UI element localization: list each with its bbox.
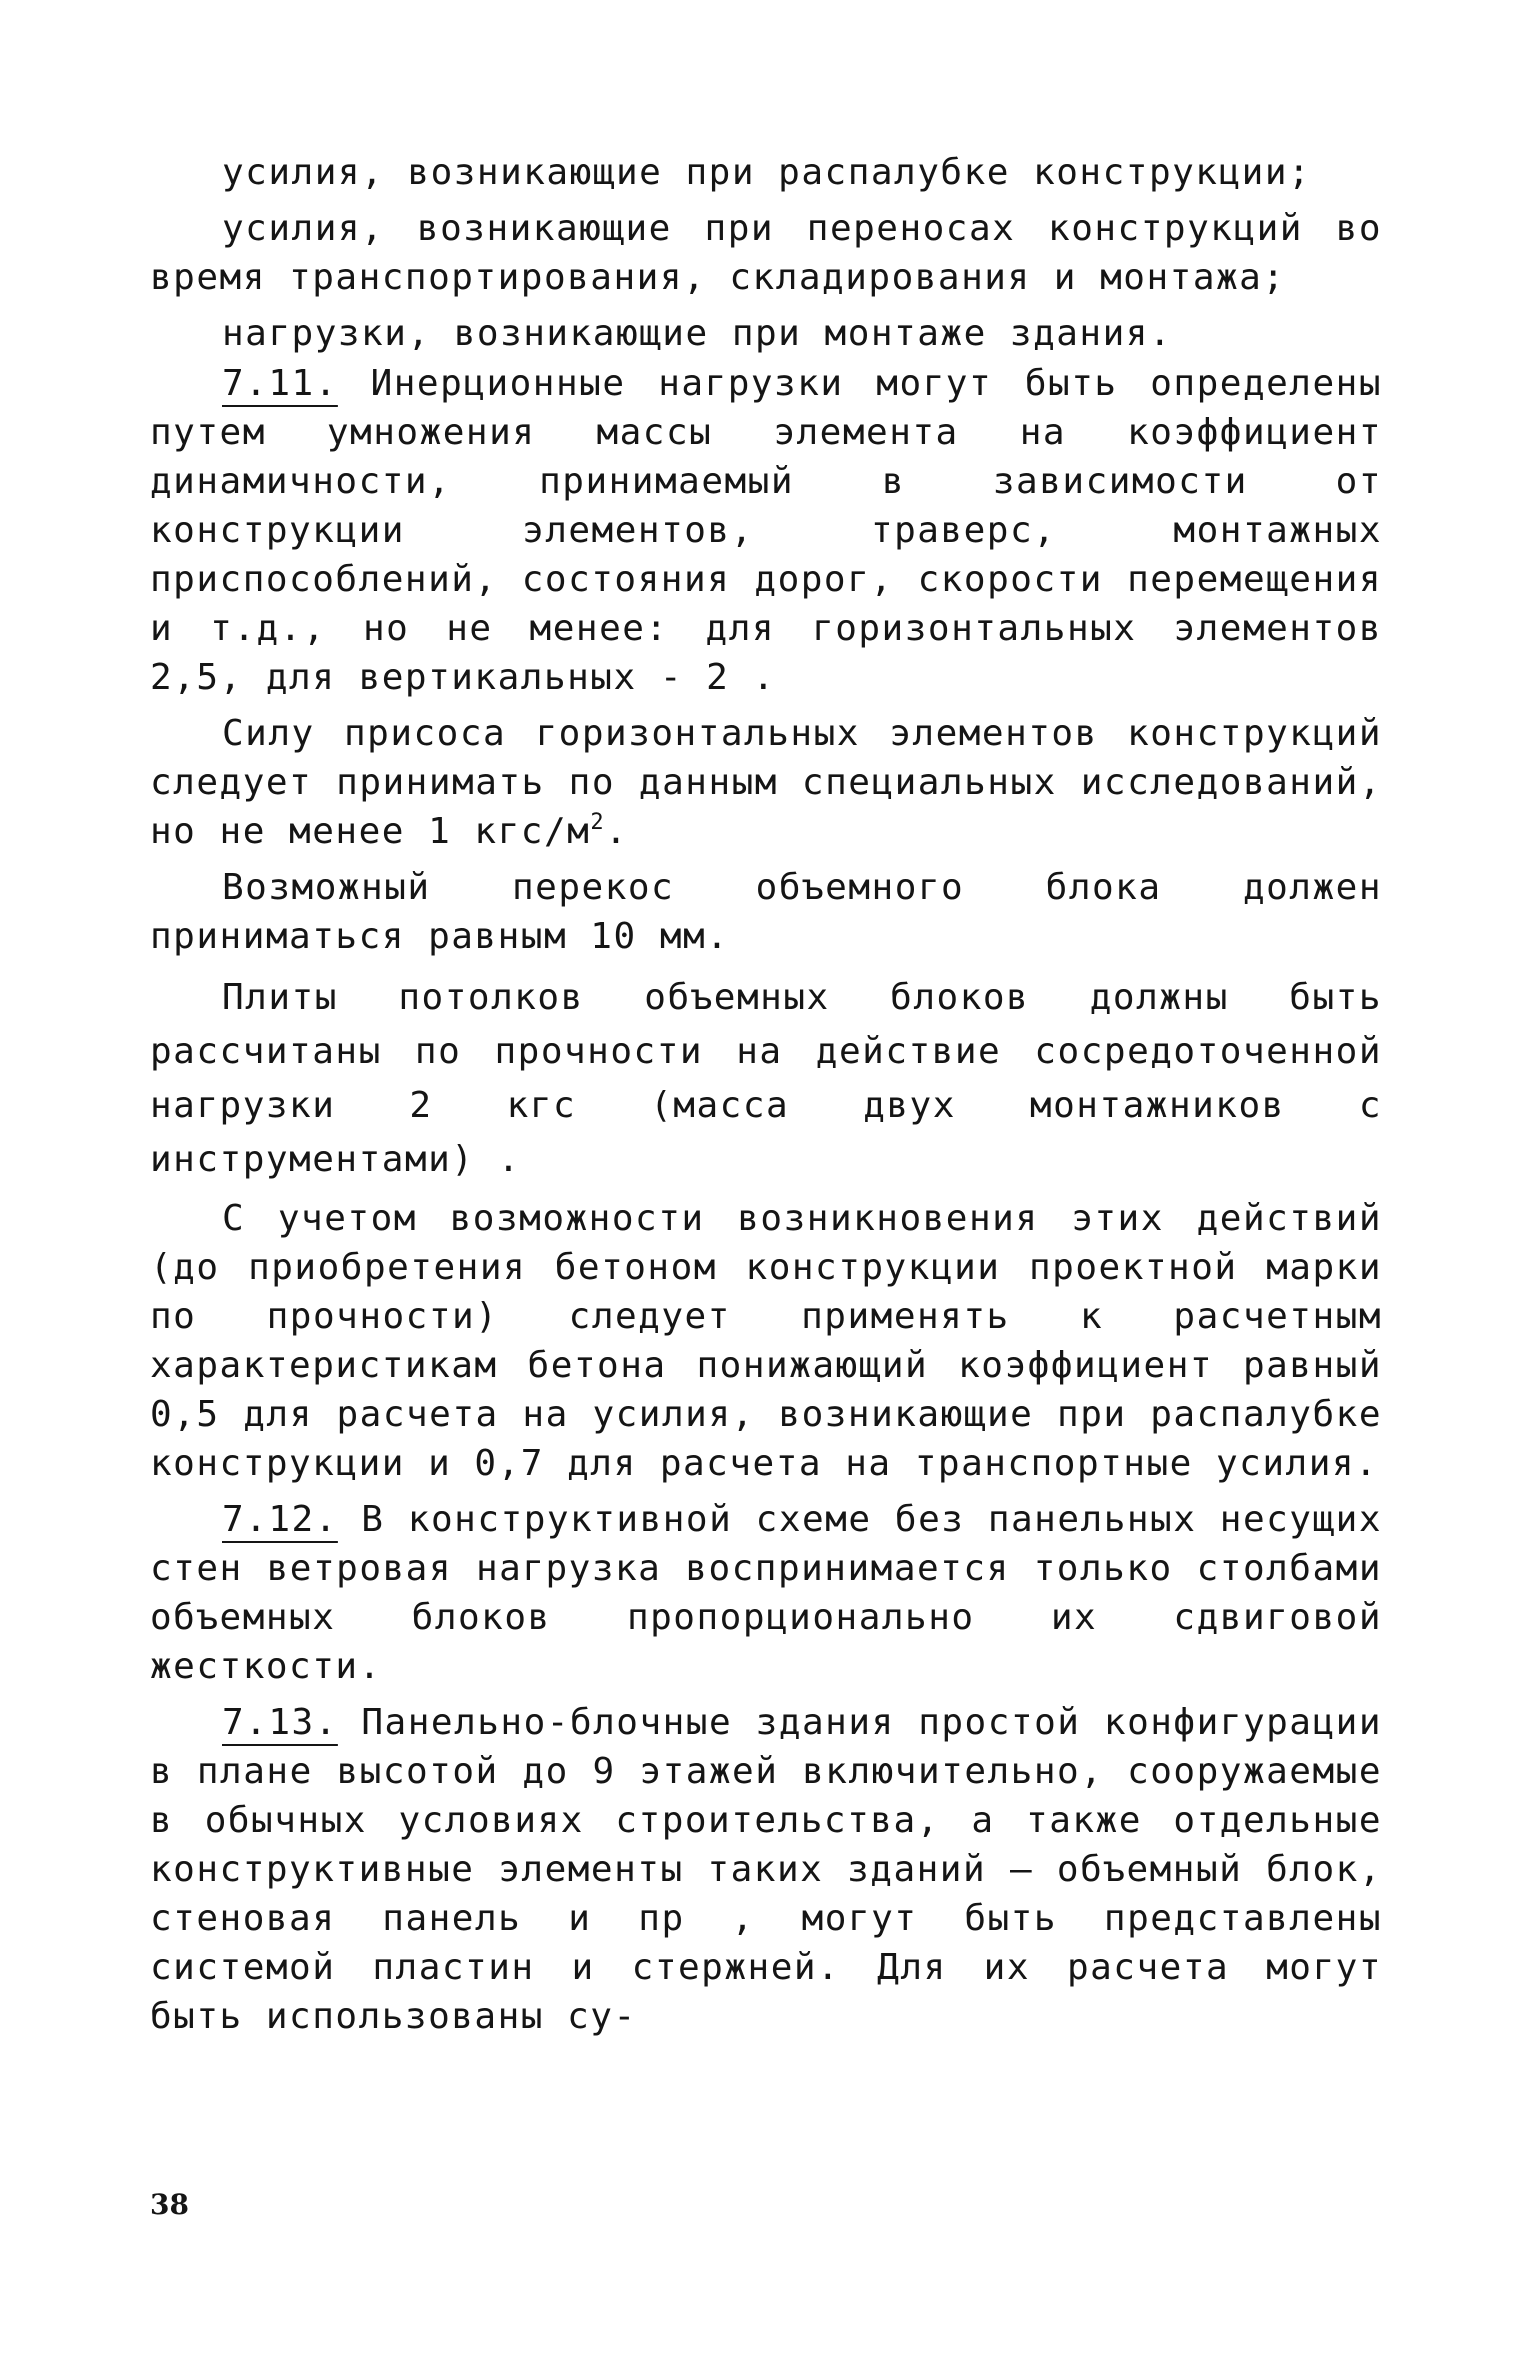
paragraph-reduction-coefficient-text: С учетом возможности возникновения этих действий (до приобретения бетоном конструкции проектной марки по прочности) следует применять к расчетным характеристикам бетона понижающий коэффициент равный 0,5 для расчета на усилия, возникающие при распалубке конструкции и 0,7 для расчета на транспортные усилия. bbox=[150, 1198, 1382, 1484]
paragraph-ceiling-plates bbox=[150, 971, 1382, 1187]
section-7-13 bbox=[150, 1698, 1382, 2041]
paragraph-reduction-coefficient bbox=[150, 1194, 1382, 1488]
paragraph-3 bbox=[150, 309, 1382, 358]
paragraph-block-skew bbox=[150, 863, 1382, 961]
document-page bbox=[150, 148, 1382, 2041]
section-7-12 bbox=[150, 1495, 1382, 1691]
section-7-11 bbox=[150, 359, 1382, 702]
section-7-13-text: Панельно-блочные здания простой конфигурации в плане высотой до 9 этажей включительно, сооружаемые в обычных условиях строительства, а также отдельные конструктивные элементы таких зданий — объемный блок, стеновая панель и пр , могут быть представлены системой пластин и стержней. Для их расчета могут быть использованы су- bbox=[150, 1702, 1382, 2037]
paragraph-ceiling-plates-text: Плиты потолков объемных блоков должны быть рассчитаны по прочности на действие сосредоточенной нагрузки 2 кгс (масса двух монтажников с инструментами) . bbox=[150, 977, 1382, 1180]
paragraph-suction-force-end: . bbox=[605, 811, 629, 852]
paragraph-block-skew-text: Возможный перекос объемного блока должен приниматься равным 10 мм. bbox=[150, 867, 1382, 957]
paragraph-3-text: нагрузки, возникающие при монтаже здания. bbox=[222, 313, 1173, 354]
page-number: 38 bbox=[150, 2188, 189, 2221]
paragraph-1 bbox=[150, 148, 1382, 197]
superscript-2: 2 bbox=[590, 810, 606, 835]
section-number-7-12: 7.12. bbox=[222, 1499, 338, 1540]
paragraph-2-text: усилия, возникающие при переносах конструкций во время транспортирования, складирования и монтажа; bbox=[150, 208, 1382, 298]
paragraph-suction-force bbox=[150, 709, 1382, 856]
section-number-7-13: 7.13. bbox=[222, 1702, 338, 1743]
paragraph-1-text: усилия, возникающие при распалубке конструкции; bbox=[222, 152, 1312, 193]
section-7-11-text: Инерционные нагрузки могут быть определены путем умножения массы элемента на коэффициент динамичности, принимаемый в зависимости от конструкции элементов, траверс, монтажных приспособлений, состояния дорог, скорости перемещения и т.д., но не менее: для горизонтальных элементов 2,5, для вертикальных - 2 . bbox=[150, 363, 1382, 698]
paragraph-2 bbox=[150, 204, 1382, 302]
section-7-12-text: В конструктивной схеме без панельных несущих стен ветровая нагрузка воспринимается только столбами объемных блоков пропорционально их сдвиговой жесткости. bbox=[150, 1499, 1382, 1687]
paragraph-suction-force-text: Силу присоса горизонтальных элементов конструкций следует принимать по данным специальных исследований, но не менее 1 кгс/м bbox=[150, 713, 1382, 852]
section-number-7-11: 7.11. bbox=[222, 363, 338, 404]
